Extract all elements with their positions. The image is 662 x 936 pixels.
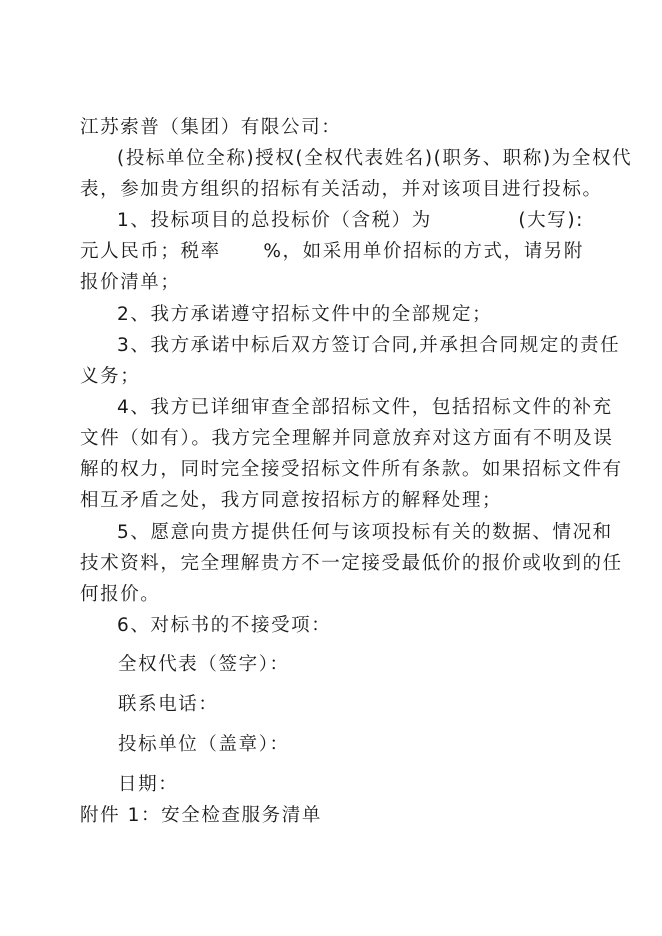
attachment-title: 附件 1：安全检查服务清单	[80, 805, 322, 826]
item-4-line-3: 解的权力，同时完全接受招标文件所有条款。如果招标文件有	[80, 459, 623, 480]
uppercase-amount-label: (大写):	[518, 210, 584, 231]
contact-phone-label: 联系电话：	[118, 694, 219, 715]
addressee: 江苏索普（集团）有限公司：	[80, 117, 342, 138]
item-1-line-1	[117, 209, 584, 233]
item-4-line-4: 相互矛盾之处，我方同意按招标方的解释处理；	[80, 490, 503, 511]
bidder-seal-label: 投标单位（盖章）：	[118, 734, 290, 755]
item-1-line-3: 报价清单；	[80, 272, 181, 293]
item-6-line-1: 6、对标书的不接受项：	[117, 615, 332, 636]
item-2-line-1: 2、我方承诺遵守招标文件中的全部规定；	[117, 304, 493, 325]
date-label: 日期：	[118, 774, 179, 795]
item-1-line-2	[80, 240, 584, 264]
item-3-line-1: 3、我方承诺中标后双方签订合同,并承担合同规定的责任	[117, 335, 621, 356]
item-4-line-2: 文件（如有）。我方完全理解并同意放弃对这方面有不明及误	[80, 428, 614, 449]
intro-line-2: 表，参加贵方组织的招标有关活动，并对该项目进行投标。	[80, 179, 603, 200]
item-3-line-2: 义务；	[80, 366, 141, 387]
item-5-line-3: 何报价。	[80, 584, 161, 605]
representative-signature-label: 全权代表（签字）：	[118, 654, 290, 675]
item-5-line-2: 技术资料，完全理解贵方不一定接受最低价的报价或收到的任	[80, 553, 623, 574]
item-5-line-1: 5、愿意向贵方提供任何与该项投标有关的数据、情况和	[117, 522, 613, 543]
total-bid-price-label: 1、投标项目的总投标价（含税）为	[117, 210, 432, 231]
tax-rate-suffix: %，如采用单价招标的方式，请另附	[263, 241, 584, 262]
intro-line-1: (投标单位全称)授权(全权代表姓名)(职务、职称)为全权代	[117, 148, 633, 169]
item-4-line-1: 4、我方已详细审查全部招标文件，包括招标文件的补充	[117, 397, 613, 418]
tax-rate-label: 元人民币；税率	[80, 241, 221, 262]
